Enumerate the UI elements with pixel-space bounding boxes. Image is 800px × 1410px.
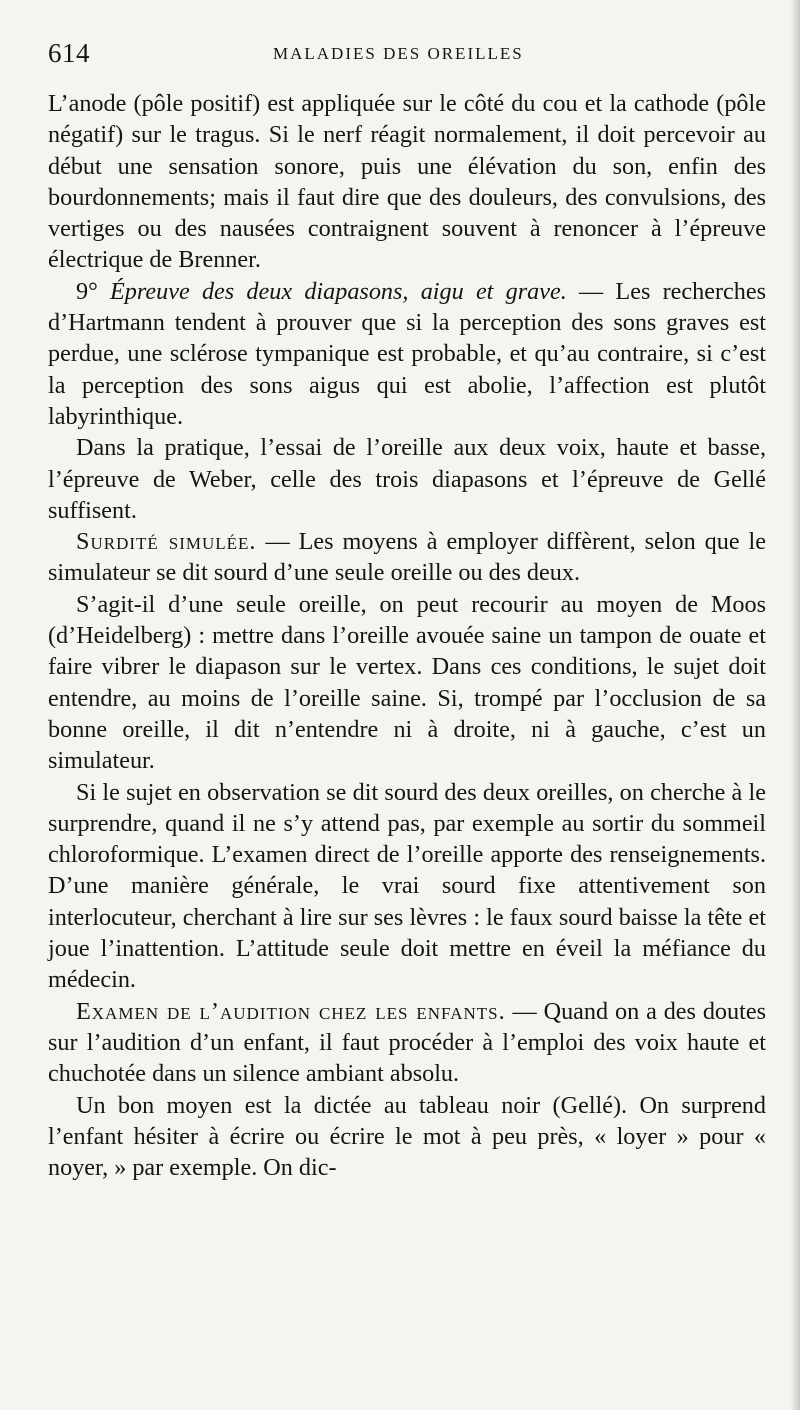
running-title: MALADIES DES OREILLES — [273, 44, 524, 63]
paragraph-text: Si le sujet en observation se dit sourd des deux oreilles, on cherche à le surprendre, quand il ne s’y attend pas, par exemple au sortir du sommeil chloroformique. L’examen direct de l’oreille apporte des renseignements. D’une manière générale, le vrai sourd fixe attentivement son interlocuteur, cherchant à lire sur ses lèvres : le faux sourd baisse la tête et joue l’inattention. L’attitude seule doit mettre en éveil la méfiance du médecin. — [48, 778, 766, 994]
section-number: 9° — [76, 277, 111, 305]
section-heading: Épreuve des deux diapasons, aigu et grave. — [110, 277, 567, 305]
paragraph-single-ear — [48, 589, 766, 777]
paragraph-children-hearing — [48, 996, 766, 1090]
section-heading: Examen de l’audition chez les enfants. — [76, 997, 506, 1025]
paragraph-text: — Les moyens à employer diffèrent, selon que le simulateur se dit sourd d’une seule oreille ou des deux. — [48, 528, 766, 587]
paragraph-brenner-test — [48, 88, 766, 276]
section-heading: Surdité simulée. — [76, 528, 257, 556]
paragraph-both-ears — [48, 777, 766, 996]
page-number: 614 — [48, 38, 90, 68]
paragraph-text: — Quand on a des doutes sur l’audition d’un enfant, il faut procéder à l’emploi des voix haute et chuchotée dans un silence ambiant absolu. — [48, 997, 766, 1088]
paragraph-text: S’agit-il d’une seule oreille, on peut recourir au moyen de Moos (d’Heidelberg) : mettre dans l’oreille avouée saine un tampon de ouate et faire vibrer le diapason sur le vertex. Dans ces conditions, le sujet doit entendre, au moins de l’oreille saine. Si, trompé par l’occlusion de sa bonne oreille, il dit n’entendre ni à droite, ni à gauche, c’est un simulateur. — [48, 590, 766, 775]
paragraph-text: — Les recherches d’Hartmann tendent à prouver que si la perception des sons graves est perdue, une sclérose tympanique est probable, et qu’au contraire, si c’est la perception des sons aigus qui est abolie, l’affection est plutôt labyrinthique. — [48, 277, 766, 430]
paragraph-text: L’anode (pôle positif) est appliquée sur le côté du cou et la cathode (pôle négatif) sur le tragus. Si le nerf réagit normalement, il doit percevoir au début une sensation sonore, puis une élévation du son, enfin des bourdonnements; mais il faut dire que des douleurs, des convulsions, des vertiges ou des nausées contraignent souvent à renoncer à l’épreuve électrique de Brenner. — [48, 90, 766, 274]
paragraph-practice — [48, 432, 766, 526]
paragraph-text: Un bon moyen est la dictée au tableau noir (Gellé). On surprend l’enfant hésiter à écrire ou écrire le mot à peu près, « loyer » pour « noyer, » par exemple. On dic- — [48, 1091, 766, 1182]
paragraph-simulated-deafness — [48, 526, 766, 589]
paragraph-text: Dans la pratique, l’essai de l’oreille aux deux voix, haute et basse, l’épreuve de Weber, celle des trois diapasons et l’épreuve de Gellé suffisent. — [48, 434, 766, 524]
page-header — [48, 38, 766, 74]
paragraph-dictation — [48, 1090, 766, 1184]
paragraph-two-tuning-forks — [48, 276, 766, 432]
page-edge-shadow — [790, 0, 800, 1410]
body-text — [48, 88, 766, 1183]
